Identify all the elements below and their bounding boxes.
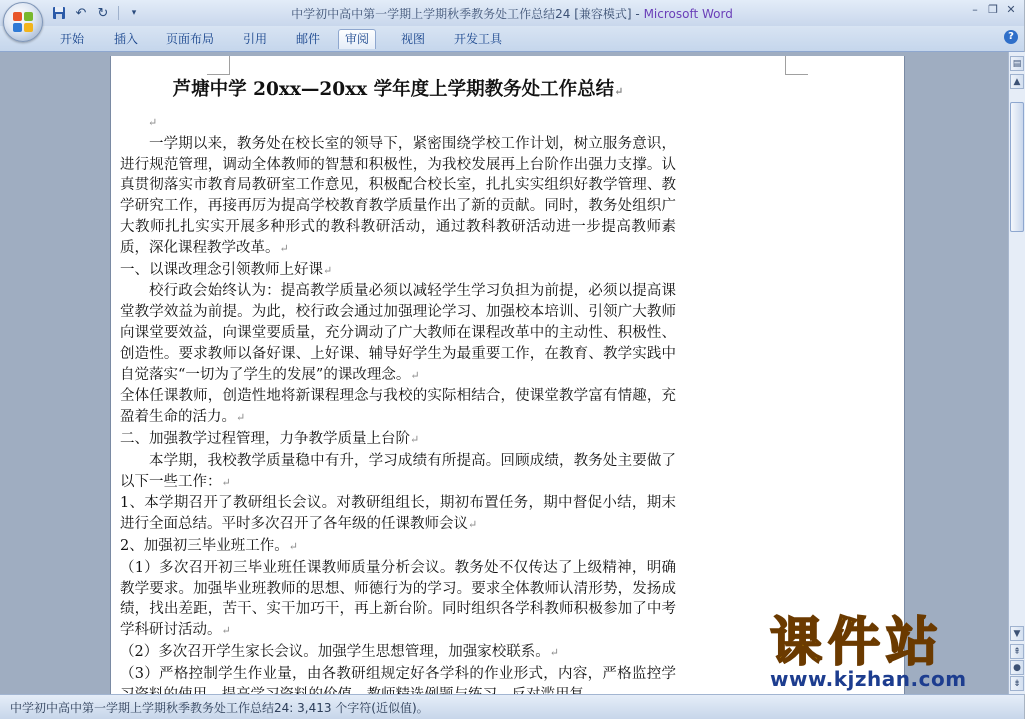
- office-logo-icon: [13, 12, 33, 32]
- section-heading: 二、加强教学过程管理，力争教学质量上台阶↵: [120, 430, 420, 447]
- tab-mailings[interactable]: 邮件: [296, 32, 321, 46]
- empty-paragraph: ↵: [148, 116, 158, 129]
- margin-corner-mark: [207, 56, 230, 75]
- previous-page-icon[interactable]: ⇞: [1010, 644, 1024, 659]
- watermark-title: 课件站: [770, 613, 945, 673]
- margin-corner-mark: [785, 56, 808, 75]
- redo-icon[interactable]: ↻: [97, 5, 109, 21]
- document-workspace: [0, 52, 1008, 694]
- watermark-logo: [770, 615, 1020, 695]
- status-bar: [0, 694, 1024, 719]
- ruler-toggle-icon[interactable]: ▤: [1010, 56, 1024, 71]
- vertical-scrollbar[interactable]: [1008, 52, 1025, 694]
- tab-review[interactable]: 审阅: [338, 29, 376, 49]
- document-body[interactable]: [120, 78, 676, 705]
- help-icon[interactable]: ?: [1004, 30, 1018, 44]
- watermark-url: www.kjzhan.com: [770, 667, 967, 691]
- tab-insert[interactable]: 插入: [114, 32, 139, 46]
- next-page-icon[interactable]: ⇟: [1010, 676, 1024, 691]
- paragraph: （1）多次召开初三毕业班任课教师质量分析会议。教务处不仅传达了上级精神，明确教学要求。加强毕业班教师的思想、师德行为的学习。要求全体教师认清形势，发扬成绩，找出差距，苦干、实干加巧干，再上新台阶。同时组织各学科教师积极参加了中考学科研讨活动。↵: [120, 559, 676, 639]
- ribbon-tab-bar: [0, 26, 1024, 52]
- office-button[interactable]: [3, 2, 43, 42]
- tab-home[interactable]: 开始: [60, 32, 85, 46]
- section-heading: 一、以课改理念引领教师上好课↵: [120, 261, 333, 278]
- window-title: 中学初中高中第一学期上学期秋季教务处工作总结24 [兼容模式] - Microsoft Word: [291, 7, 733, 21]
- undo-icon[interactable]: ↶: [75, 5, 87, 21]
- scroll-up-icon[interactable]: ▲: [1010, 74, 1024, 89]
- paragraph: 1、本学期召开了教研组长会议。对教研组组长，期初布置任务，期中督促小结，期末进行全面总结。平时多次召开了各年级的任课教师会议↵: [120, 495, 676, 533]
- scroll-down-icon[interactable]: ▼: [1010, 626, 1024, 641]
- restore-icon[interactable]: ❐: [988, 3, 998, 16]
- document-heading: 芦塘中学 20xx—20xx 学年度上学期教务处工作总结↵: [172, 79, 624, 100]
- paragraph: 本学期，我校教学质量稳中有升，学习成绩有所提高。回顾成绩，教务处主要做了以下一些工作：↵: [120, 452, 676, 490]
- app-name: Microsoft Word: [643, 7, 733, 21]
- select-browse-object-icon[interactable]: ●: [1010, 660, 1024, 675]
- paragraph: 全体任课教师，创造性地将新课程理念与我校的实际相结合，使课堂教学富有情趣，充盈着生命的活力。↵: [120, 388, 676, 426]
- window-controls: [966, 2, 1020, 18]
- tab-developer[interactable]: 开发工具: [454, 32, 503, 46]
- paragraph: 2、加强初三毕业班工作。↵: [120, 537, 298, 554]
- paragraph: （2）多次召开学生家长会议。加强学生思想管理，加强家校联系。↵: [120, 643, 559, 660]
- title-bar: [0, 0, 1024, 27]
- paragraph: （3）严格控制学生作业量，由各教研组规定好各学科的作业形式，内容，严格监控学: [120, 665, 676, 682]
- tab-page-layout[interactable]: 页面布局: [166, 32, 215, 46]
- status-text: 中学初中高中第一学期上学期秋季教务处工作总结24: 3,413 个字符(近似值)。: [10, 701, 429, 715]
- close-icon[interactable]: ✕: [1006, 3, 1016, 16]
- document-title: 中学初中高中第一学期上学期秋季教务处工作总结24 [兼容模式]: [291, 7, 632, 21]
- customize-qat-icon[interactable]: ▾: [131, 8, 137, 18]
- tab-view[interactable]: 视图: [401, 32, 426, 46]
- scroll-thumb[interactable]: [1010, 102, 1024, 232]
- paragraph: 校行政会始终认为：提高教学质量必须以减轻学生学习负担为前提，必须以提高课堂教学效益为前提。为此，校行政会通过加强理论学习、加强校本培训、引领广大教师向课堂要效益，向课堂要质量，充分调动了广大教师在课程改革中的主动性、积极性、创造性。要求教师以备好课、上好课、辅导好学生为最重要工作，在教育、教学实践中自觉落实“一切为了学生的发展”的课改理念。↵: [120, 283, 676, 383]
- paragraph: 一学期以来，教务处在校长室的领导下，紧密围绕学校工作计划，树立服务意识，进行规范管理，调动全体教师的智慧和积极性，为我校发展再上台阶作出强力支撑。认真贯彻落实市教育局教研室工作意见，积极配合校长室，扎扎实实组织好教学管理、教学研究工作，再接再厉为提高学校教育教学质量作出了新的贡献。同时，教务处组织广大教师扎扎实实开展多种形式的教科教研活动，通过教科教研活动进一步提高教师素质，深化课程教学改革。↵: [120, 135, 676, 256]
- tab-references[interactable]: 引用: [243, 32, 268, 46]
- minimize-icon[interactable]: –: [972, 3, 978, 16]
